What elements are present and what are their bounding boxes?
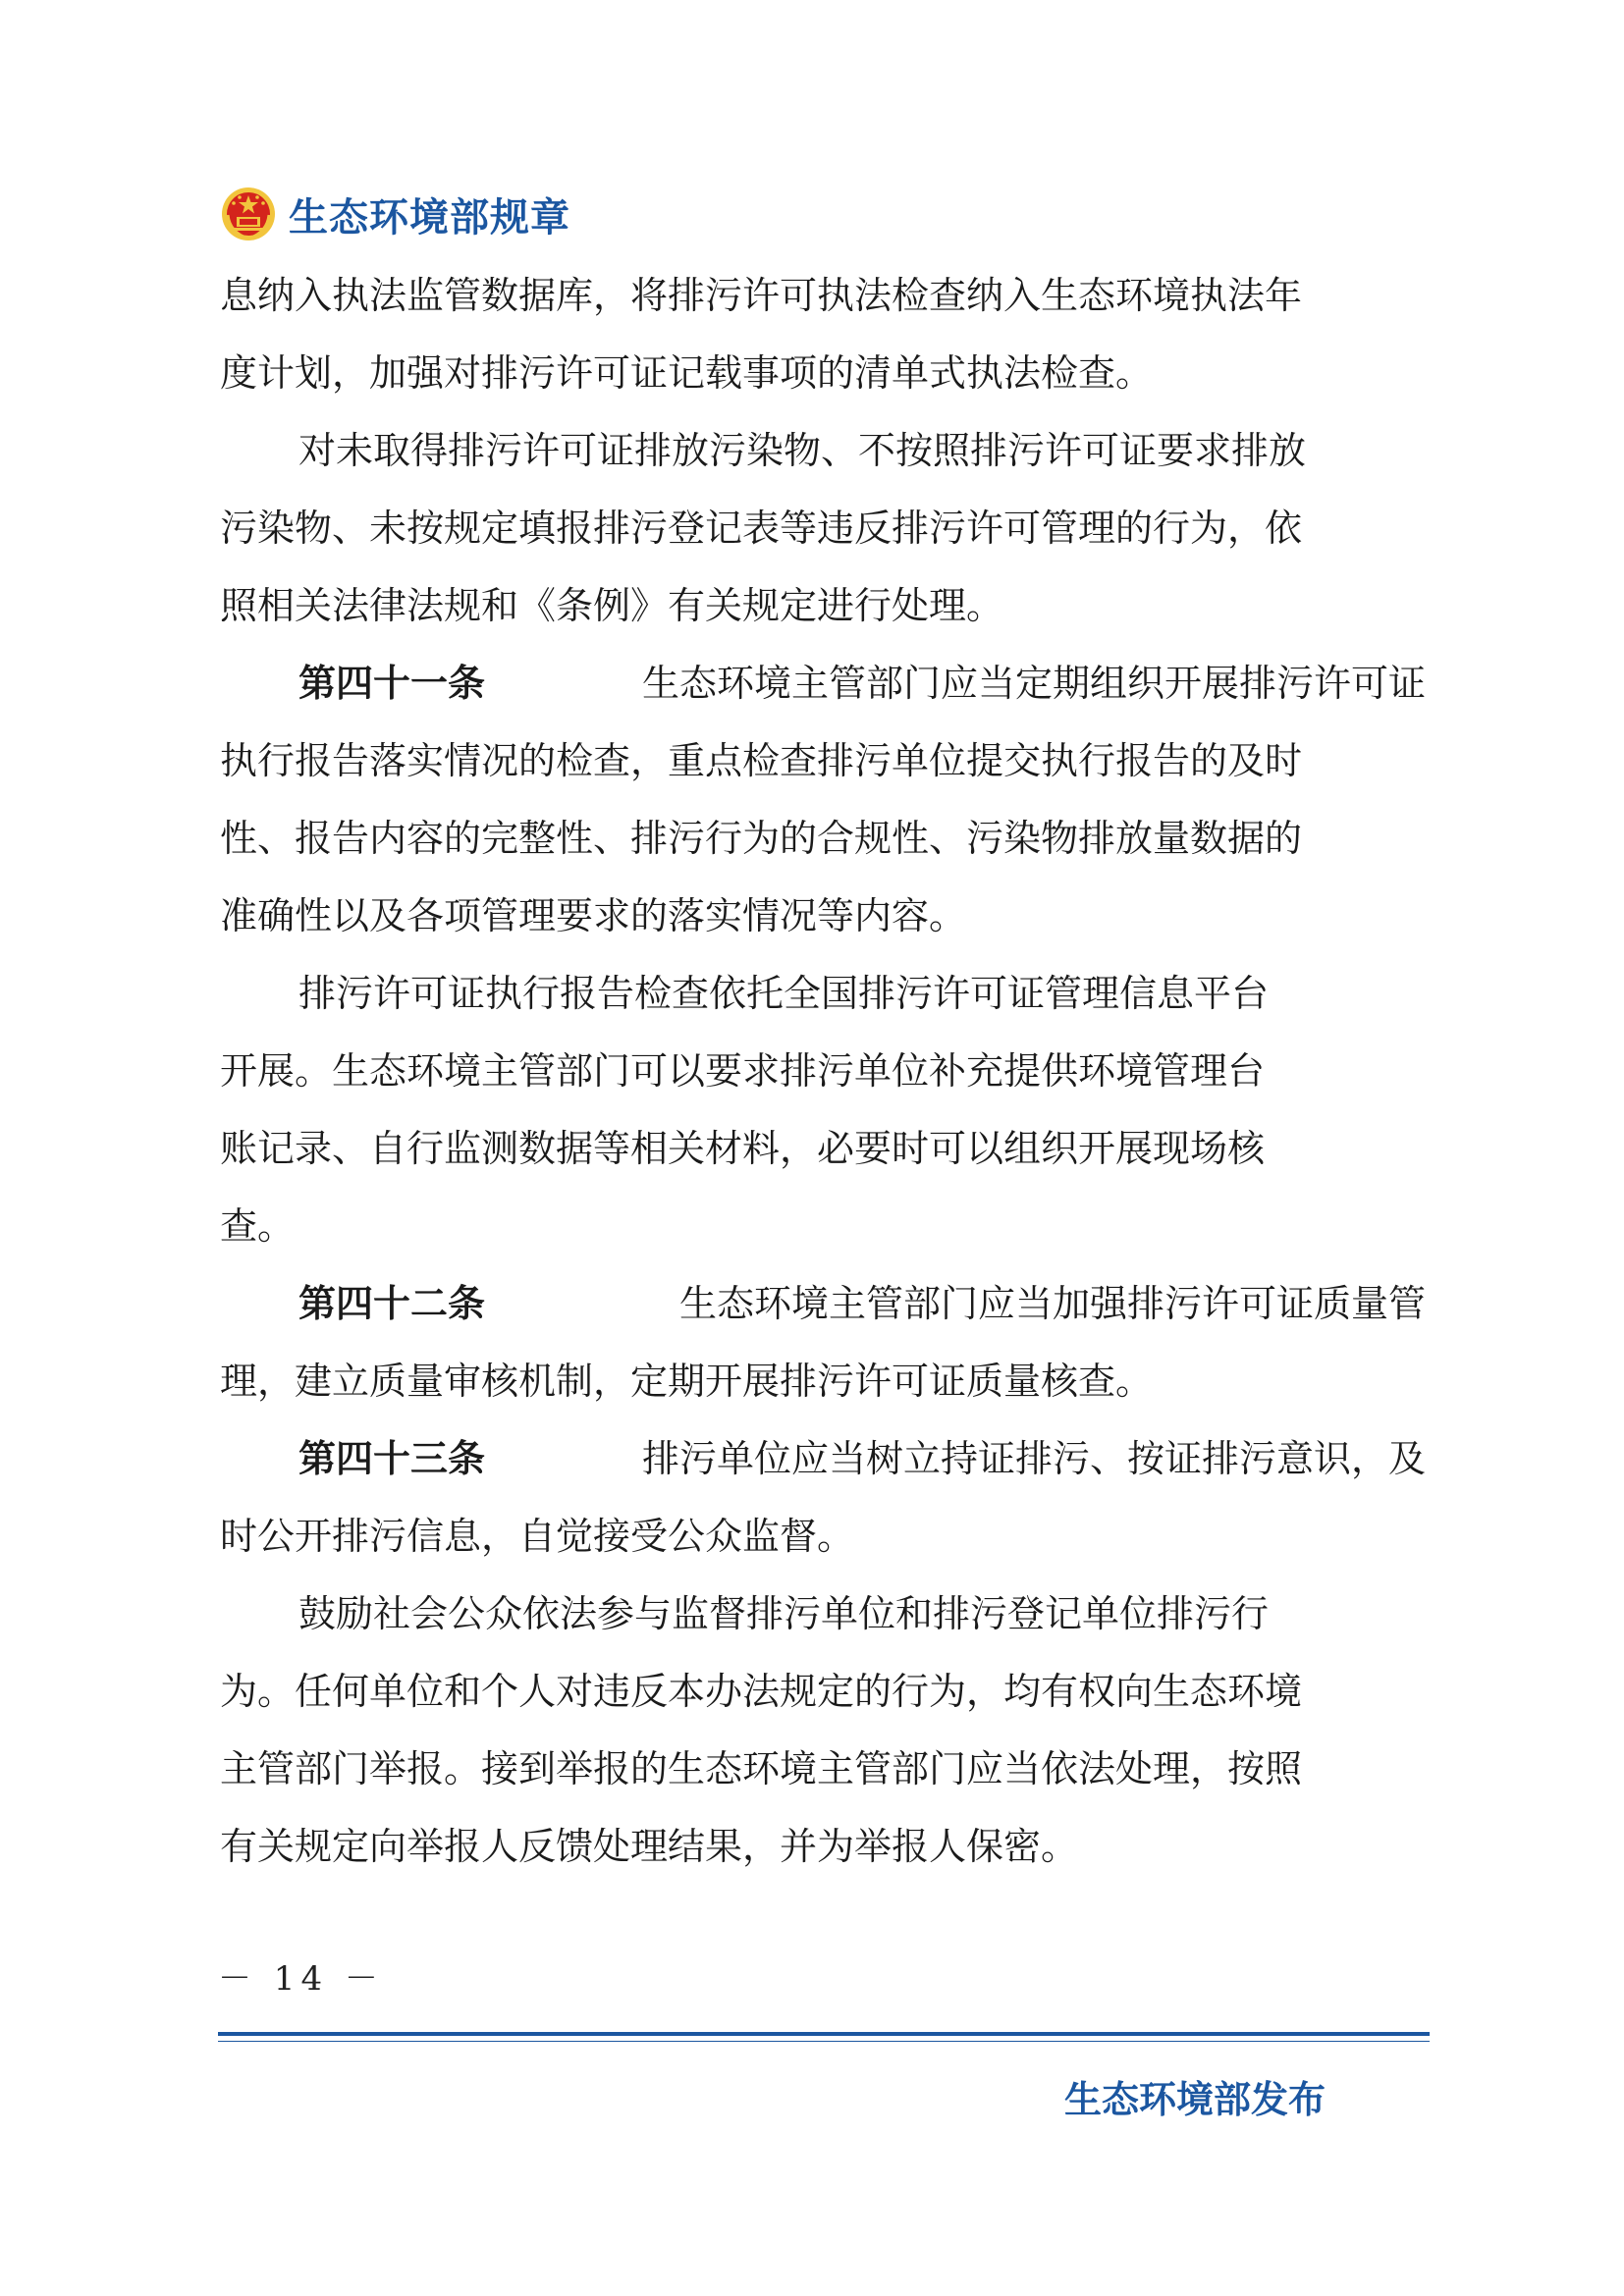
text-line: 开展。生态环境主管部门可以要求排污单位补充提供环境管理台 bbox=[220, 1049, 1266, 1093]
text-line: 主管部门举报。接到举报的生态环境主管部门应当依法处理，按照 bbox=[220, 1747, 1303, 1790]
article-heading: 第四十二条 bbox=[298, 1282, 486, 1325]
text-line: 息纳入执法监管数据库，将排污许可执法检查纳入生态环境执法年 bbox=[220, 274, 1303, 317]
text-line: 账记录、自行监测数据等相关材料，必要时可以组织开展现场核 bbox=[220, 1127, 1266, 1170]
page-number: － 14 － bbox=[218, 1959, 384, 1999]
text-line: 准确性以及各项管理要求的落实情况等内容。 bbox=[220, 894, 967, 937]
text-line: 为。任何单位和个人对违反本办法规定的行为，均有权向生态环境 bbox=[220, 1670, 1303, 1713]
footer-divider-thin bbox=[218, 2041, 1430, 2042]
text-line: 排污许可证执行报告检查依托全国排污许可证管理信息平台 bbox=[298, 972, 1270, 1015]
text-line: 对未取得排污许可证排放污染物、不按照排污许可证要求排放 bbox=[298, 429, 1307, 472]
article-heading: 第四十一条 bbox=[298, 662, 486, 705]
text-line: 污染物、未按规定填报排污登记表等违反排污许可管理的行为，依 bbox=[220, 507, 1303, 550]
text-line: 有关规定向举报人反馈处理结果，并为举报人保密。 bbox=[220, 1825, 1079, 1868]
article-line: 第四十一条 生态环境主管部门应当定期组织开展排污许可证 bbox=[220, 645, 1426, 722]
article-line: 第四十二条 生态环境主管部门应当加强排污许可证质量管 bbox=[220, 1265, 1426, 1343]
article-heading: 第四十三条 bbox=[298, 1437, 486, 1480]
article-line: 第四十三条 排污单位应当树立持证排污、按证排污意识，及 bbox=[220, 1420, 1426, 1498]
national-emblem-icon bbox=[220, 186, 277, 242]
text-line: 照相关法律法规和《条例》有关规定进行处理。 bbox=[220, 584, 1004, 627]
page-header bbox=[220, 185, 570, 243]
text-line: 执行报告落实情况的检查，重点检查排污单位提交执行报告的及时 bbox=[220, 739, 1303, 782]
text-line: 性、报告内容的完整性、排污行为的合规性、污染物排放量数据的 bbox=[220, 817, 1303, 860]
text-line: 理，建立质量审核机制，定期开展排污许可证质量核查。 bbox=[220, 1360, 1154, 1403]
text-line: 度计划，加强对排污许可证记载事项的清单式执法检查。 bbox=[220, 351, 1154, 395]
header-title: 生态环境部规章 bbox=[289, 194, 570, 240]
text-line: 查。 bbox=[220, 1204, 296, 1248]
text-line: 鼓励社会公众依法参与监督排污单位和排污登记单位排污行 bbox=[298, 1592, 1270, 1635]
text-line: 时公开排污信息，自觉接受公众监督。 bbox=[220, 1515, 855, 1558]
footer-divider bbox=[218, 2032, 1430, 2036]
document-body bbox=[220, 257, 1426, 1886]
footer-publisher: 生态环境部发布 bbox=[1064, 2078, 1326, 2121]
